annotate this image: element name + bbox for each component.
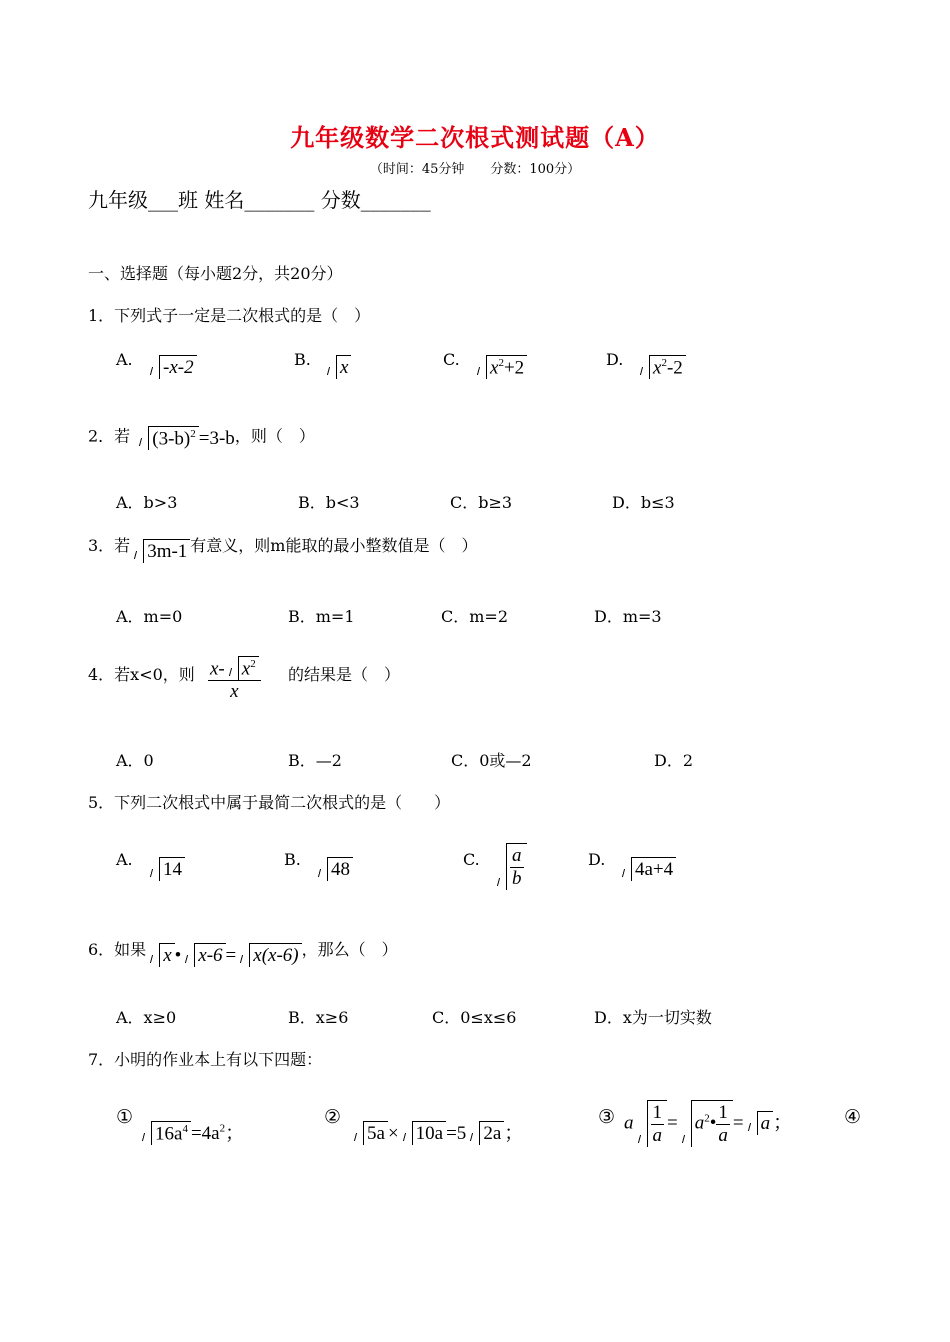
q4-fraction: $\frac{x- x^2}{x}$ xyxy=(208,656,261,703)
q2-option-b: B．b<3 xyxy=(298,493,360,512)
q4-option-c: C．0或—2 xyxy=(451,751,532,770)
q6-option-d: D．x为一切实数 xyxy=(594,1008,712,1027)
q3-option-d: D．m=3 xyxy=(594,607,662,626)
question-2: 2．若 $(3-b)^2 =3-b$，则（ ） xyxy=(88,426,315,450)
question-6: 6．如果 x • x-6 = x(x-6) ，那么（ ） xyxy=(88,940,398,966)
q6-option-b: B．x≥6 xyxy=(288,1008,349,1027)
q5-option-c: $\frac{a}{b}$ xyxy=(493,843,527,890)
q1-option-b: x xyxy=(323,355,351,379)
q2-option-d: D．b≤3 xyxy=(612,493,675,512)
q3-option-c: C．m=2 xyxy=(441,607,509,626)
q7-mark-1: ① xyxy=(116,1106,134,1128)
q4-option-b: B．—2 xyxy=(288,751,342,770)
q5-option-d: 4a+4 xyxy=(618,857,676,881)
q5-option-a: 14 xyxy=(146,857,185,881)
q5-label-d: D. xyxy=(588,850,606,869)
q2-option-a: A．b>3 xyxy=(116,493,178,512)
q7-mark-4: ④ xyxy=(844,1106,862,1128)
question-4: 4．若x<0，则 xyxy=(88,665,195,684)
q1-label-a: A. xyxy=(116,350,133,369)
q6-option-c: C．0≤x≤6 xyxy=(432,1008,517,1027)
question-5: 5．下列二次根式中属于最简二次根式的是（ ） xyxy=(88,793,451,812)
q1-label-c: C. xyxy=(443,350,460,369)
question-3: 3．若 3m-1 有意义，则m能取的最小整数值是（ ） xyxy=(88,536,478,562)
q3-option-a: A．m=0 xyxy=(116,607,183,626)
q5-label-b: B. xyxy=(284,850,301,869)
q4-option-a: A．0 xyxy=(116,751,154,770)
q7-item-1: $16a^4 =4a^2$； xyxy=(138,1118,244,1145)
q7-item-3: a $\frac{1}{a}$ = $a^2•$ $\frac{1}{a}$ = a ； xyxy=(624,1102,793,1146)
q5-label-a: A. xyxy=(116,850,133,869)
section-heading: 一、选择题（每小题2分，共20分） xyxy=(88,264,343,283)
q6-option-a: A．x≥0 xyxy=(116,1008,177,1027)
q5-label-c: C. xyxy=(463,850,480,869)
q2-option-c: C．b≥3 xyxy=(450,493,513,512)
q4-tail: 的结果是（ ） xyxy=(288,665,401,684)
q4-option-d: D．2 xyxy=(654,751,694,770)
q1-option-c: $x^2+2$ xyxy=(473,355,527,379)
question-1: 1．下列式子一定是二次根式的是（ ） xyxy=(88,306,371,325)
q1-label-b: B. xyxy=(294,350,311,369)
q5-option-b: 48 xyxy=(314,857,353,881)
question-7: 7．小明的作业本上有以下四题： xyxy=(88,1050,323,1069)
q3-option-b: B．m=1 xyxy=(288,607,355,626)
q1-option-a: -x-2 xyxy=(146,355,197,379)
q7-mark-2: ② xyxy=(324,1106,342,1128)
q7-item-2: 5a × 10a =5 2a ； xyxy=(350,1118,523,1145)
q1-label-d: D. xyxy=(606,350,624,369)
q1-option-d: $x^2-2$ xyxy=(636,355,686,379)
q7-mark-3: ③ xyxy=(598,1106,616,1128)
student-info-line: 九年级___班 姓名_______ 分数_______ xyxy=(88,188,431,212)
exam-meta: （时间：45分钟 分数：100分） xyxy=(369,162,581,177)
page-title: 九年级数学二次根式测试题（A） xyxy=(290,123,660,152)
